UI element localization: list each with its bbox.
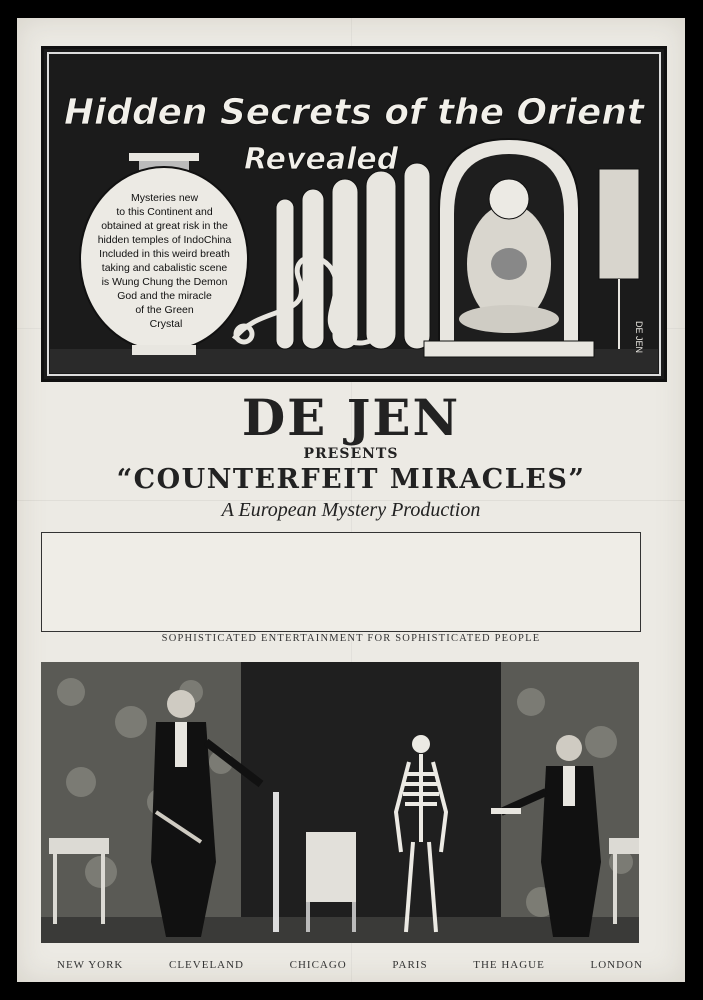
performer-name: DE JEN — [241, 388, 461, 447]
flyer-page — [17, 18, 685, 982]
hanging-scroll — [599, 169, 639, 349]
city: PARIS — [392, 959, 428, 971]
stage-floor — [41, 917, 639, 943]
stage-photograph — [41, 662, 639, 943]
banner-headline: Hidden Secrets of the Orient — [64, 92, 646, 133]
city: LONDON — [590, 959, 643, 971]
show-title: “COUNTERFEIT MIRACLES” — [116, 464, 586, 495]
imprint-box — [41, 532, 641, 632]
city: CLEVELAND — [169, 959, 244, 971]
show-subtitle: A European Mystery Production — [221, 499, 481, 521]
stage-photo-art — [41, 662, 639, 943]
banner-pillars — [276, 163, 430, 349]
banner-revealed: Revealed — [244, 142, 399, 177]
urn-text: Mysteries new to this Continent and obtained at great risk in the hidden temples of IndoChina Included in this weird breath taking and cabalistic scene is Wung Chung the Demon God and the miracle of the Green Crystal — [97, 192, 232, 330]
idol-shrine — [424, 139, 594, 357]
tagline: SOPHISTICATED ENTERTAINMENT FOR SOPHISTICATED PEOPLE — [161, 633, 541, 644]
banner-illustration — [44, 49, 664, 379]
illustrated-banner — [41, 46, 667, 382]
city: NEW YORK — [57, 959, 124, 971]
city: CHICAGO — [289, 959, 347, 971]
presents-label: PRESENTS — [303, 446, 399, 462]
wand-pole — [273, 792, 279, 932]
city: THE HAGUE — [473, 959, 545, 971]
stage-backdrop — [241, 662, 501, 943]
tour-cities — [57, 959, 643, 975]
artist-signature: DE JEN — [634, 321, 644, 354]
